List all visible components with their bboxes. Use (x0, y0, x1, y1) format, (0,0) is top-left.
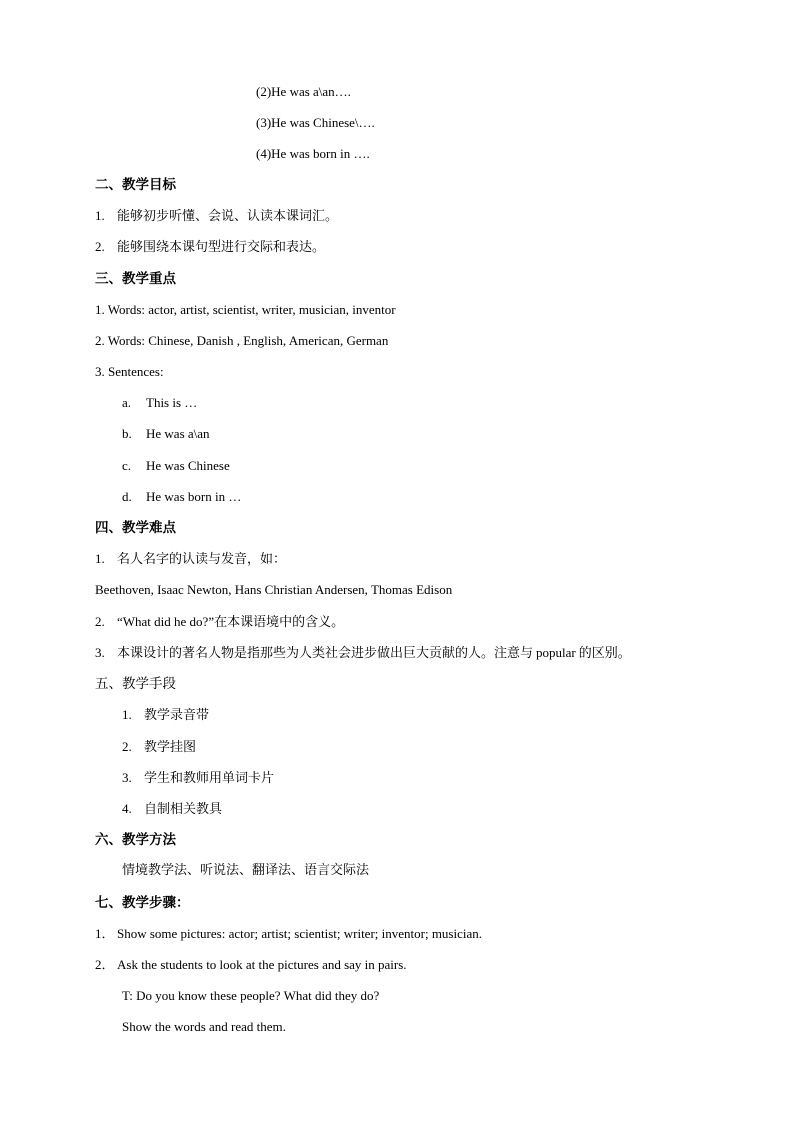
intro-item-3: (3)He was Chinese\…. (256, 115, 375, 130)
teaching-aid-item: 3. 学生和教师用单词卡片 (122, 770, 275, 786)
methods-text: 情境教学法、听说法、翻译法、语言交际法 (122, 863, 370, 878)
difficulty-item-2: 2. “What did he do?”在本课语境中的含义。 (95, 614, 345, 630)
sentence-item: c. He was Chinese (122, 458, 230, 473)
teaching-aid-item: 4. 自制相关教具 (122, 801, 223, 817)
section-title-methods: 六、教学方法 (95, 832, 176, 848)
section-title-objectives: 二、教学目标 (95, 177, 176, 193)
step-item: 1． Show some pictures: actor; artist; scientist; writer; inventor; musician. (95, 926, 483, 941)
objective-item: 1. 能够初步听懂、会说、认读本课词汇。 (95, 208, 339, 224)
objective-item: 2. 能够围绕本课句型进行交际和表达。 (95, 239, 326, 255)
section-title-difficulties: 四、教学难点 (95, 520, 176, 536)
intro-item-4: (4)He was born in …. (256, 146, 370, 161)
key-point-words-2: 2. Words: Chinese, Danish , English, American, German (95, 333, 389, 348)
section-title-teaching-aids: 五、教学手段 (95, 676, 176, 692)
step-note: Show the words and read them. (122, 1019, 286, 1034)
teaching-aid-item: 1. 教学录音带 (122, 707, 210, 723)
famous-names: Beethoven, Isaac Newton, Hans Christian Andersen, Thomas Edison (95, 582, 453, 597)
difficulty-item-1: 1. 名人名字的认读与发音，如： (95, 551, 287, 567)
step-item: 2． Ask the students to look at the pictures and say in pairs. (95, 957, 407, 972)
sentence-item: d. He was born in … (122, 489, 242, 504)
sentence-item: b. He was a\an (122, 426, 210, 441)
intro-item-2: (2)He was a\an…. (256, 84, 351, 99)
difficulty-item-3: 3. 本课设计的著名人物是指那些为人类社会进步做出巨大贡献的人。注意与 popular 的区别。 (95, 645, 631, 661)
sentence-item: a. This is … (122, 395, 198, 410)
section-title-key-points: 三、教学重点 (95, 271, 176, 287)
key-point-words-1: 1. Words: actor, artist, scientist, writer, musician, inventor (95, 302, 396, 317)
key-point-sentences: 3. Sentences: (95, 364, 164, 379)
teaching-aid-item: 2. 教学挂图 (122, 739, 197, 755)
section-title-steps: 七、教学步骤： (95, 895, 190, 911)
dialog-line: T: Do you know these people? What did they do? (122, 988, 380, 1003)
